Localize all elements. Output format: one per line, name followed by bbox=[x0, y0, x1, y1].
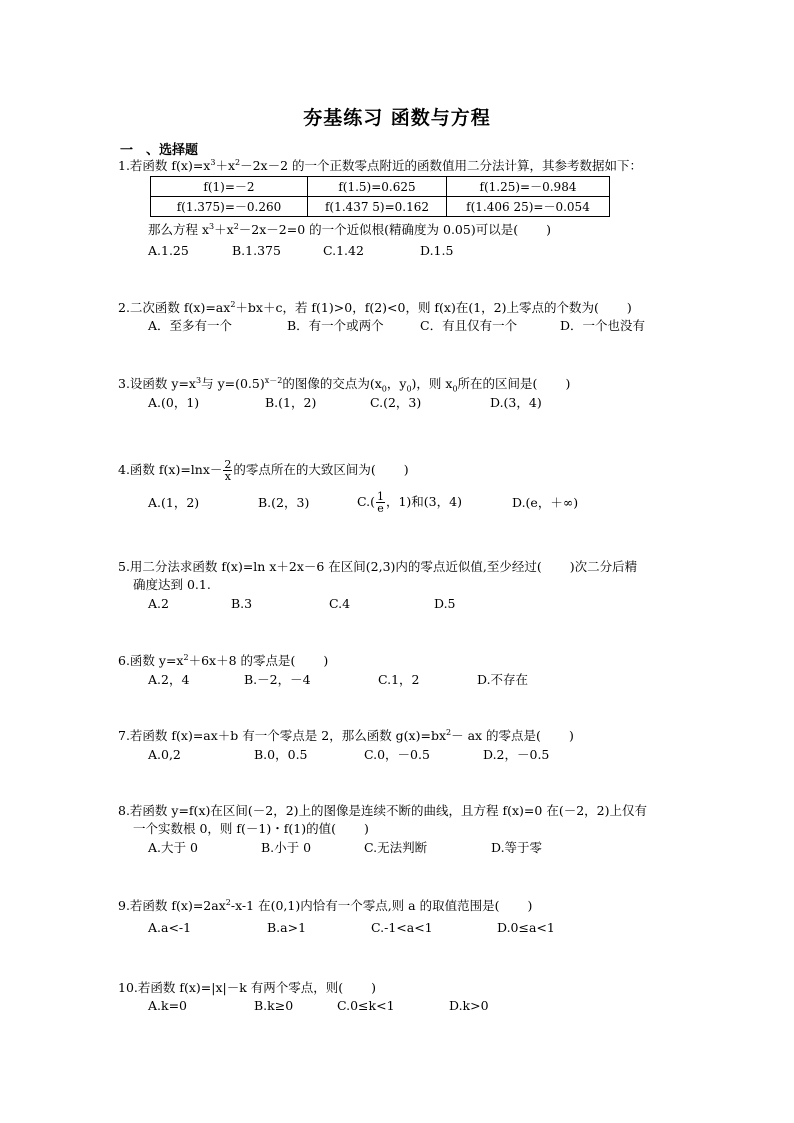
option-b[interactable]: B.k≥0 bbox=[254, 998, 294, 1013]
option-c[interactable]: C.-1<a<1 bbox=[371, 920, 433, 935]
option-c[interactable]: C.4 bbox=[329, 596, 351, 611]
option-c[interactable]: C.无法判断 bbox=[364, 840, 428, 855]
question-4-stem: 4.函数 f(x)=lnx－ $\frac{2}{x}$ 的零点所在的大致区间为( ) bbox=[118, 458, 409, 483]
option-c[interactable]: C.1，2 bbox=[378, 672, 420, 687]
option-b[interactable]: B.(2，3) bbox=[258, 495, 310, 510]
option-b[interactable]: B.a>1 bbox=[267, 920, 307, 935]
option-a[interactable]: A．至多有一个 bbox=[148, 318, 233, 333]
option-a[interactable]: A.(1，2) bbox=[148, 495, 200, 510]
option-a[interactable]: A.2 bbox=[148, 596, 169, 611]
option-b[interactable]: B.3 bbox=[231, 596, 253, 611]
option-b[interactable]: B.0，0.5 bbox=[254, 747, 308, 762]
table-cell: f(1.375)=－0.260 bbox=[151, 197, 308, 217]
question-5-stem: 5.用二分法求函数 f(x)=ln x＋2x－6 在区间(2,3)内的零点近似值,至少经过( )次二分后精 bbox=[118, 559, 638, 574]
option-d[interactable]: D.1.5 bbox=[420, 243, 454, 258]
section-heading: 一 、选择题 bbox=[120, 143, 199, 158]
option-c[interactable]: C.(2，3) bbox=[370, 395, 422, 410]
fraction: $\frac{1}{e}$ bbox=[376, 490, 384, 515]
question-2-stem: 2.二次函数 $f(x)=ax^2+bx+c$，若 f(1)>0，f(2)<0，则 f(x)在(1，2)上零点的个数为( ) bbox=[118, 299, 632, 315]
question-7-stem: 7.若函数 f(x)=ax＋b 有一个零点是 2，那么函数 $g(x)=bx^2-$ ax 的零点是( ) bbox=[118, 727, 574, 743]
reference-data-table bbox=[150, 176, 610, 217]
option-a[interactable]: A.2，4 bbox=[148, 672, 190, 687]
table-cell: f(1.406 25)=－0.054 bbox=[447, 197, 610, 217]
question-8-stem: 8.若函数 y=f(x)在区间(－2，2)上的图像是连续不断的曲线，且方程 f(x)=0 在(－2，2)上仅有 bbox=[118, 803, 647, 818]
option-a[interactable]: A.1.25 bbox=[148, 243, 189, 258]
question-10-stem: 10.若函数 f(x)=|x|－k 有两个零点，则( ) bbox=[118, 980, 377, 995]
option-d[interactable]: D.(3，4) bbox=[490, 395, 542, 410]
question-6-stem: 6.函数 $y=x^2+6x+8$ 的零点是( ) bbox=[118, 652, 329, 668]
fraction: $\frac{2}{x}$ bbox=[224, 458, 232, 483]
table-row bbox=[151, 197, 610, 217]
option-b[interactable]: B.小于 0 bbox=[261, 840, 312, 855]
question-3-stem: 3.设函数 $y=x^3$与 $y=(0.5)^{x-2}$的图像的交点为($x_0$，$y_0$)，则 $x_0$所在的区间是( ) bbox=[118, 375, 571, 394]
question-1-prompt: 那么方程 $x^3+x^2-2x-2=0$ 的一个近似根(精确度为 0.05)可以是( ) bbox=[148, 221, 551, 237]
option-c[interactable]: C.( $\frac{1}{e}$ ，1)和(3，4) bbox=[357, 490, 462, 515]
option-d[interactable]: D.0≤a<1 bbox=[497, 920, 555, 935]
table-cell: f(1.5)=0.625 bbox=[308, 177, 447, 197]
page-title: 夯基练习 函数与方程 bbox=[303, 107, 491, 129]
option-a[interactable]: A.0,2 bbox=[148, 747, 181, 762]
option-b[interactable]: B.(1，2) bbox=[265, 395, 317, 410]
table-row bbox=[151, 177, 610, 197]
option-a[interactable]: A.k=0 bbox=[148, 998, 188, 1013]
question-1-stem: 1.若函数 $f(x)=x^3+x^2-2x-2$ 的一个正数零点附近的函数值用二分法计算，其参考数据如下： bbox=[118, 157, 643, 173]
option-d[interactable]: D．一个也没有 bbox=[560, 318, 646, 333]
question-5-stem-cont: 确度达到 0.1. bbox=[133, 577, 211, 592]
option-c[interactable]: C．有且仅有一个 bbox=[420, 318, 518, 333]
option-c[interactable]: C.1.42 bbox=[323, 243, 364, 258]
option-d[interactable]: D.2，－0.5 bbox=[483, 747, 550, 762]
question-8-stem-cont: 一个实数根 0，则 f(－1)・f(1)的值( ) bbox=[133, 821, 369, 836]
option-d[interactable]: D.k>0 bbox=[449, 998, 489, 1013]
option-d[interactable]: D.不存在 bbox=[477, 672, 529, 687]
option-a[interactable]: A.a<-1 bbox=[148, 920, 192, 935]
option-a[interactable]: A.大于 0 bbox=[148, 840, 198, 855]
table-cell: f(1)=－2 bbox=[151, 177, 308, 197]
table-cell: f(1.437 5)=0.162 bbox=[308, 197, 447, 217]
option-b[interactable]: B．有一个或两个 bbox=[287, 318, 384, 333]
question-9-stem: 9.若函数 $f(x)=2ax^2-x-1$ 在(0,1)内恰有一个零点,则 a 的取值范围是( ) bbox=[118, 897, 533, 913]
option-d[interactable]: D.(e，＋∞) bbox=[512, 495, 579, 510]
table-cell: f(1.25)=－0.984 bbox=[447, 177, 610, 197]
option-b[interactable]: B.－2，－4 bbox=[244, 672, 311, 687]
option-c[interactable]: C.0，－0.5 bbox=[364, 747, 430, 762]
option-c[interactable]: C.0≤k<1 bbox=[337, 998, 395, 1013]
option-a[interactable]: A.(0，1) bbox=[148, 395, 200, 410]
option-d[interactable]: D.5 bbox=[434, 596, 456, 611]
option-d[interactable]: D.等于零 bbox=[491, 840, 543, 855]
option-b[interactable]: B.1.375 bbox=[232, 243, 281, 258]
